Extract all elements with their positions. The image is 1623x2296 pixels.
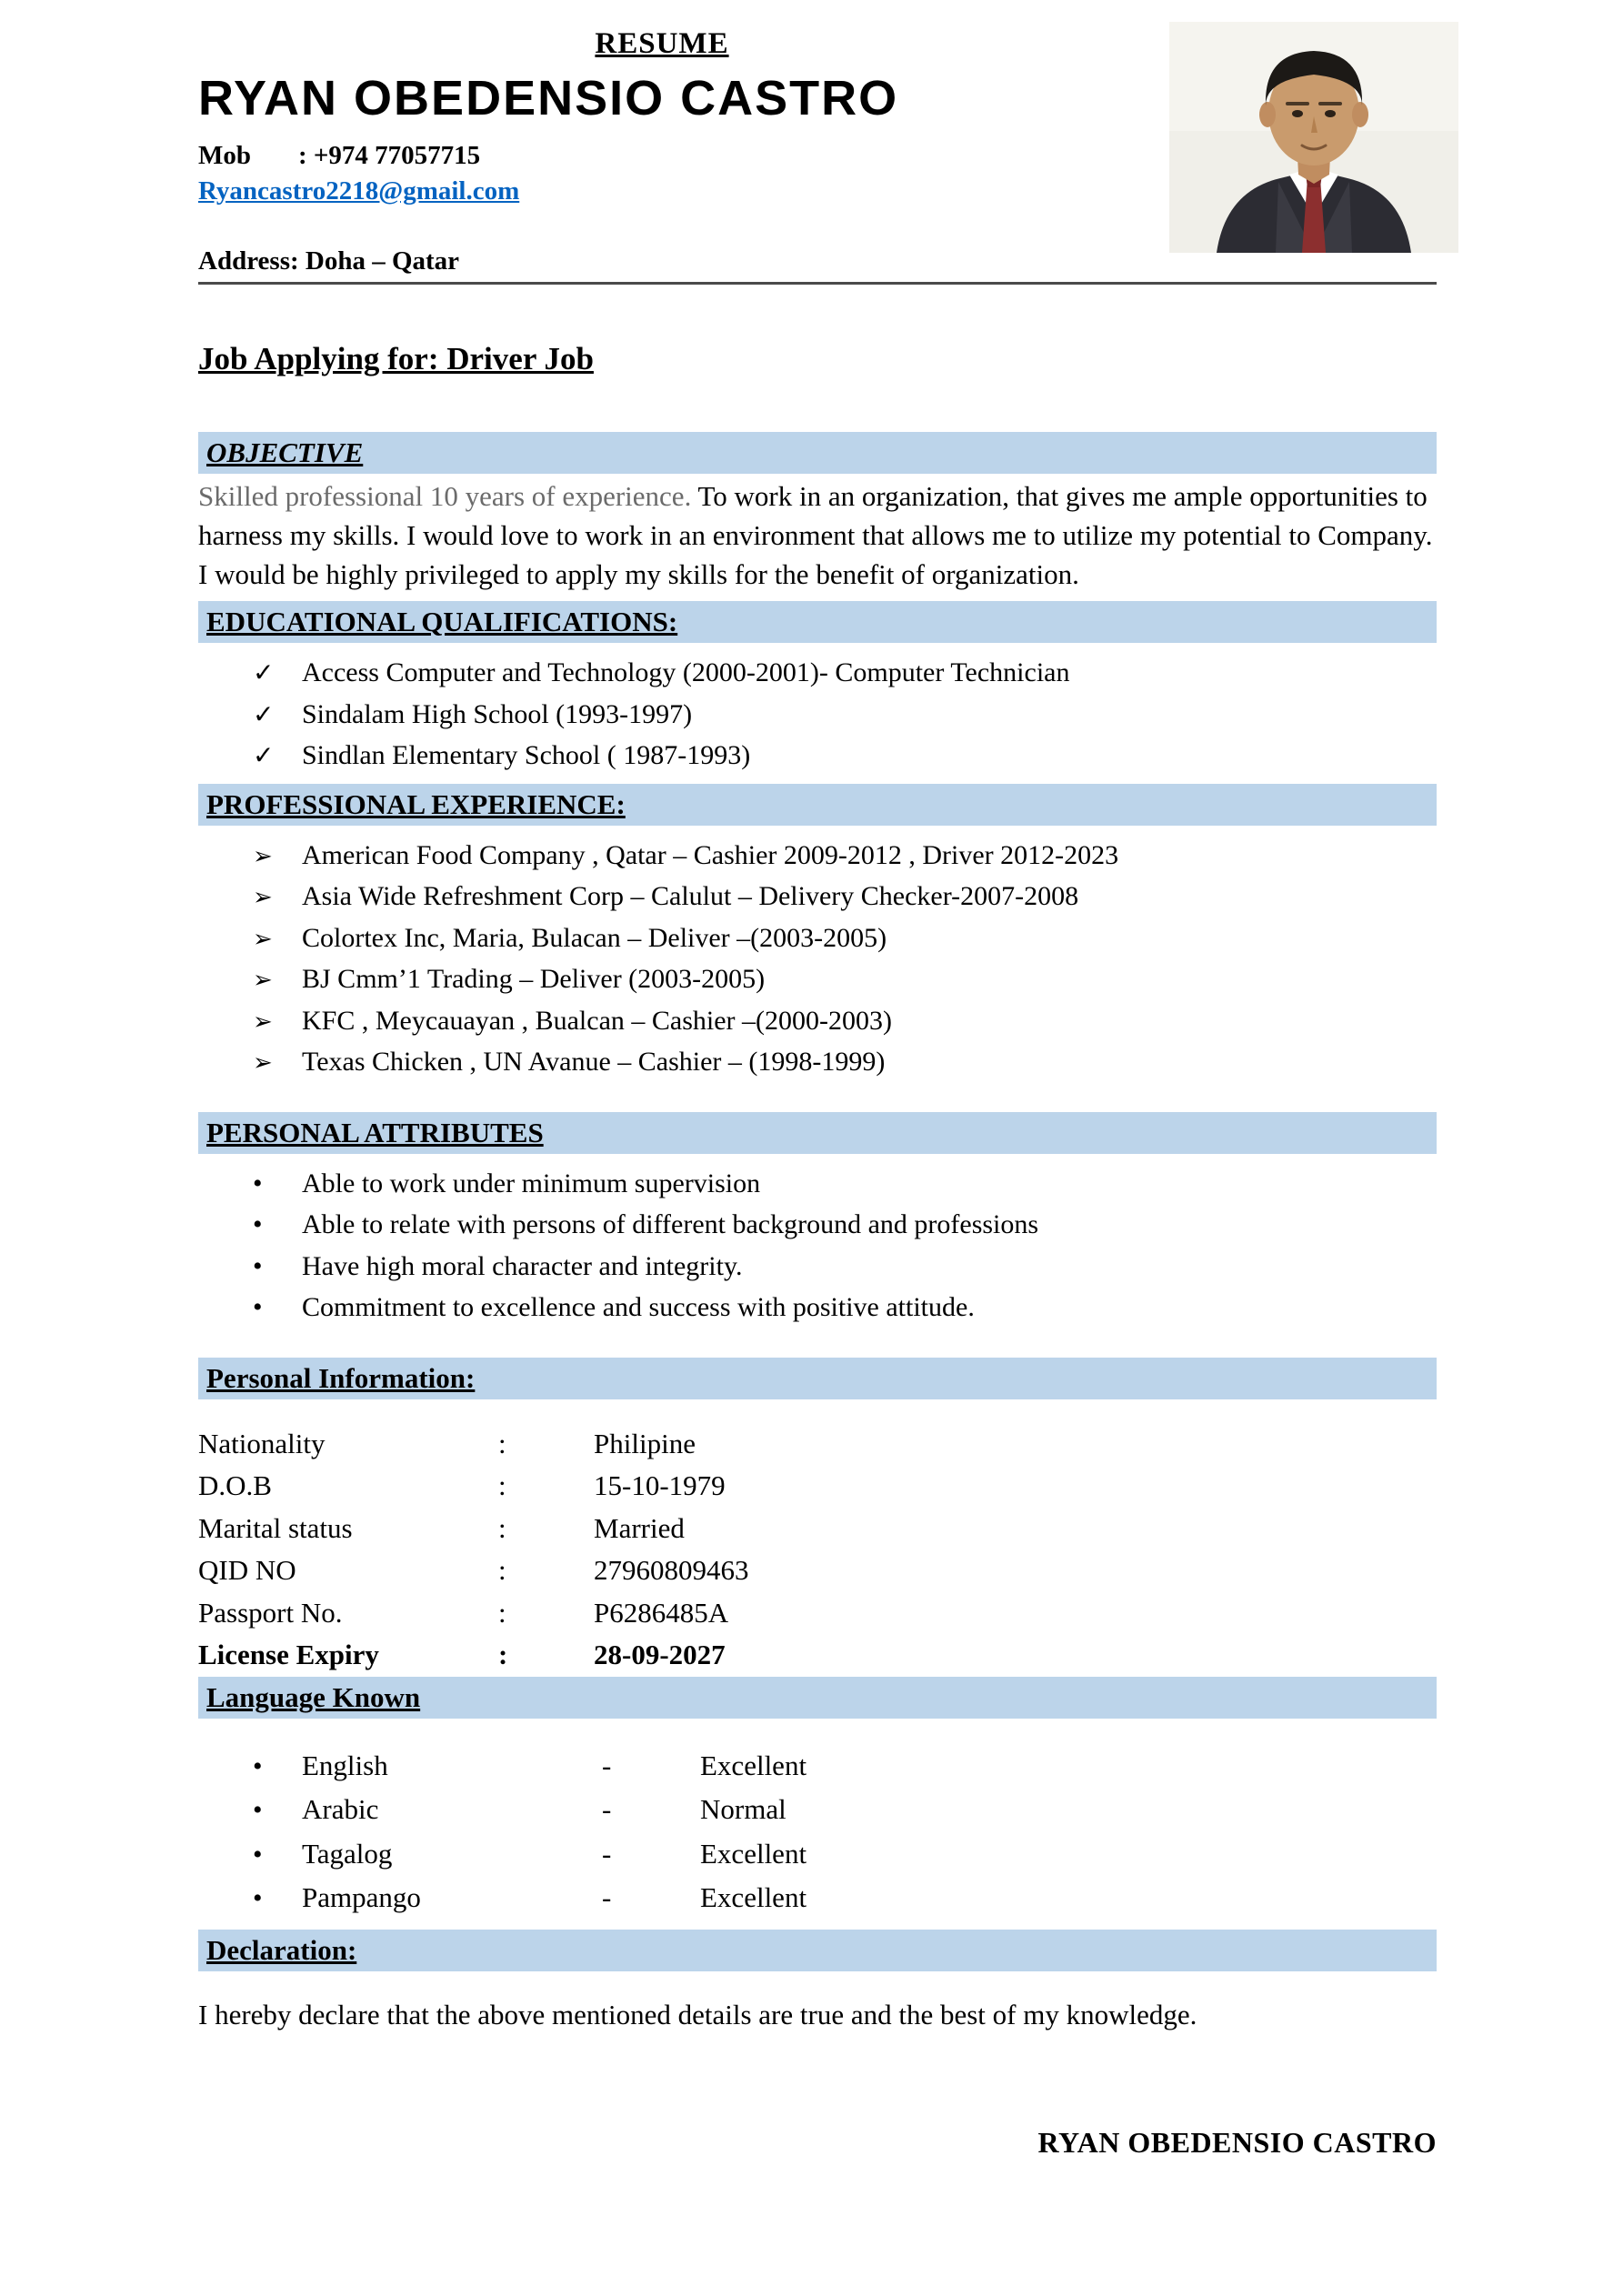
profile-photo-illustration bbox=[1169, 22, 1458, 253]
language-dash: - bbox=[602, 1749, 612, 1781]
arrow-bullet-icon: ➢ bbox=[253, 884, 273, 911]
mobile-line bbox=[198, 141, 1126, 171]
attribute-item bbox=[253, 1249, 1437, 1284]
language-row bbox=[253, 1744, 1437, 1789]
mobile-value: : +974 77057715 bbox=[298, 141, 481, 170]
address-line: Address: Doha – Qatar bbox=[198, 246, 460, 276]
info-separator: : bbox=[498, 1639, 508, 1671]
bullet-icon: • bbox=[253, 1795, 263, 1826]
section-bar-attributes bbox=[198, 1112, 1437, 1154]
arrow-bullet-icon: ➢ bbox=[253, 1008, 273, 1035]
experience-item-text: Asia Wide Refreshment Corp – Calulut – Delivery Checker-2007-2008 bbox=[302, 881, 1079, 912]
experience-item bbox=[253, 838, 1437, 873]
education-item bbox=[253, 738, 1437, 773]
languages-list bbox=[198, 1719, 1437, 1930]
language-level: Excellent bbox=[700, 1749, 807, 1781]
experience-item bbox=[253, 1004, 1437, 1038]
bullet-icon: • bbox=[253, 1292, 263, 1323]
resume-label: RESUME bbox=[595, 27, 729, 60]
profile-photo bbox=[1169, 22, 1458, 253]
info-row-nationality bbox=[198, 1423, 1437, 1466]
arrow-bullet-icon: ➢ bbox=[253, 925, 273, 952]
education-item-text: Access Computer and Technology (2000-2001)- Computer Technician bbox=[302, 657, 1070, 688]
info-row-license-expiry bbox=[198, 1634, 1437, 1677]
arrow-bullet-icon: ➢ bbox=[253, 842, 273, 869]
declaration-title: Declaration: bbox=[206, 1933, 357, 1966]
info-value: 28-09-2027 bbox=[594, 1639, 726, 1671]
language-level: Excellent bbox=[700, 1837, 807, 1870]
section-bar-objective bbox=[198, 432, 1437, 474]
language-row bbox=[253, 1876, 1437, 1920]
signature-name: RYAN OBEDENSIO CASTRO bbox=[1037, 2125, 1437, 2159]
language-name: Arabic bbox=[302, 1793, 379, 1826]
personal-info-table bbox=[198, 1423, 1437, 1677]
info-label: Passport No. bbox=[198, 1596, 343, 1629]
language-name: English bbox=[302, 1749, 388, 1781]
info-separator: : bbox=[498, 1554, 506, 1587]
mobile-label: Mob bbox=[198, 141, 251, 170]
section-bar-declaration bbox=[198, 1930, 1437, 1971]
info-row-marital-status bbox=[198, 1508, 1437, 1550]
info-value: 15-10-1979 bbox=[594, 1469, 726, 1502]
info-separator: : bbox=[498, 1596, 506, 1629]
experience-item bbox=[253, 921, 1437, 956]
experience-item-text: BJ Cmm’1 Trading – Deliver (2003-2005) bbox=[302, 964, 766, 995]
section-bar-experience bbox=[198, 784, 1437, 826]
objective-lead: Skilled professional 10 years of experience. bbox=[198, 480, 692, 512]
experience-item-text: Colortex Inc, Maria, Bulacan – Deliver –(2003-2005) bbox=[302, 922, 887, 953]
bullet-icon: • bbox=[253, 1250, 263, 1281]
info-label: Nationality bbox=[198, 1427, 326, 1459]
education-item bbox=[253, 697, 1437, 732]
education-list bbox=[198, 643, 1437, 784]
attribute-item-text: Able to relate with persons of different background and professions bbox=[302, 1209, 1039, 1240]
objective-title: OBJECTIVE bbox=[206, 436, 364, 468]
info-value: P6286485A bbox=[594, 1596, 729, 1629]
education-item-text: Sindalam High School (1993-1997) bbox=[302, 698, 693, 729]
info-label: Marital status bbox=[198, 1511, 353, 1544]
language-dash: - bbox=[602, 1837, 612, 1870]
education-item bbox=[253, 656, 1437, 690]
info-row-dob bbox=[198, 1465, 1437, 1508]
personal-info-title: Personal Information: bbox=[206, 1361, 476, 1394]
check-icon: ✓ bbox=[253, 659, 275, 688]
languages-title: Language Known bbox=[206, 1680, 421, 1713]
info-row-qid bbox=[198, 1549, 1437, 1592]
experience-title: PROFESSIONAL EXPERIENCE: bbox=[206, 787, 626, 820]
experience-list bbox=[198, 826, 1437, 1090]
attribute-item bbox=[253, 1167, 1437, 1201]
attributes-title: PERSONAL ATTRIBUTES bbox=[206, 1116, 544, 1148]
header bbox=[198, 27, 1437, 285]
language-dash: - bbox=[602, 1881, 612, 1914]
experience-item-text: American Food Company , Qatar – Cashier 2009-2012 , Driver 2012-2023 bbox=[302, 839, 1119, 870]
info-value: Married bbox=[594, 1511, 685, 1544]
language-level: Excellent bbox=[700, 1881, 807, 1914]
language-name: Pampango bbox=[302, 1881, 421, 1914]
language-dash: - bbox=[602, 1793, 612, 1826]
bullet-icon: • bbox=[253, 1750, 263, 1781]
section-bar-education bbox=[198, 601, 1437, 643]
objective-text bbox=[198, 477, 1437, 594]
email-link[interactable]: Ryancastro2218@gmail.com bbox=[198, 176, 520, 206]
header-left bbox=[198, 27, 1126, 276]
objective-body: To work in an organization, that gives me ample opportunities to harness my skills. I would love to work in an environment that allows me to utilize my potential to Company. I would be highly privileged to apply my skills for the benefit of organization. bbox=[198, 480, 1433, 590]
check-icon: ✓ bbox=[253, 742, 275, 771]
attribute-item bbox=[253, 1208, 1437, 1242]
info-label: QID NO bbox=[198, 1554, 296, 1587]
check-icon: ✓ bbox=[253, 700, 275, 729]
attributes-list bbox=[198, 1154, 1437, 1336]
info-value: 27960809463 bbox=[594, 1554, 749, 1587]
arrow-bullet-icon: ➢ bbox=[253, 967, 273, 994]
section-bar-personal-info bbox=[198, 1358, 1437, 1399]
education-title: EDUCATIONAL QUALIFICATIONS: bbox=[206, 606, 678, 638]
person-name: RYAN OBEDENSIO CASTRO bbox=[198, 71, 899, 125]
language-level: Normal bbox=[700, 1793, 786, 1826]
language-name: Tagalog bbox=[302, 1837, 393, 1870]
info-separator: : bbox=[498, 1427, 506, 1459]
attribute-item bbox=[253, 1290, 1437, 1325]
attribute-item-text: Commitment to excellence and success with positive attitude. bbox=[302, 1292, 975, 1323]
info-separator: : bbox=[498, 1469, 506, 1502]
experience-item-text: Texas Chicken , UN Avanue – Cashier – (1998-1999) bbox=[302, 1047, 886, 1078]
education-item-text: Sindlan Elementary School ( 1987-1993) bbox=[302, 740, 751, 771]
language-row bbox=[253, 1788, 1437, 1832]
bullet-icon: • bbox=[253, 1839, 263, 1870]
bullet-icon: • bbox=[253, 1209, 263, 1240]
info-value: Philipine bbox=[594, 1427, 696, 1459]
attribute-item-text: Able to work under minimum supervision bbox=[302, 1168, 761, 1198]
info-label: License Expiry bbox=[198, 1639, 379, 1671]
info-row-passport bbox=[198, 1592, 1437, 1635]
arrow-bullet-icon: ➢ bbox=[253, 1049, 273, 1077]
bullet-icon: • bbox=[253, 1168, 263, 1198]
bullet-icon: • bbox=[253, 1883, 263, 1914]
language-row bbox=[253, 1832, 1437, 1877]
attribute-item-text: Have high moral character and integrity. bbox=[302, 1250, 743, 1281]
section-bar-languages bbox=[198, 1677, 1437, 1719]
info-separator: : bbox=[498, 1511, 506, 1544]
declaration-text: I hereby declare that the above mentioned details are true and the best of my knowledge. bbox=[198, 1998, 1197, 2030]
info-label: D.O.B bbox=[198, 1469, 272, 1502]
experience-item bbox=[253, 962, 1437, 997]
experience-item bbox=[253, 879, 1437, 914]
experience-item-text: KFC , Meycauayan , Bualcan – Cashier –(2000-2003) bbox=[302, 1005, 893, 1036]
experience-item bbox=[253, 1045, 1437, 1079]
job-applying-title: Job Applying for: Driver Job bbox=[198, 341, 594, 376]
